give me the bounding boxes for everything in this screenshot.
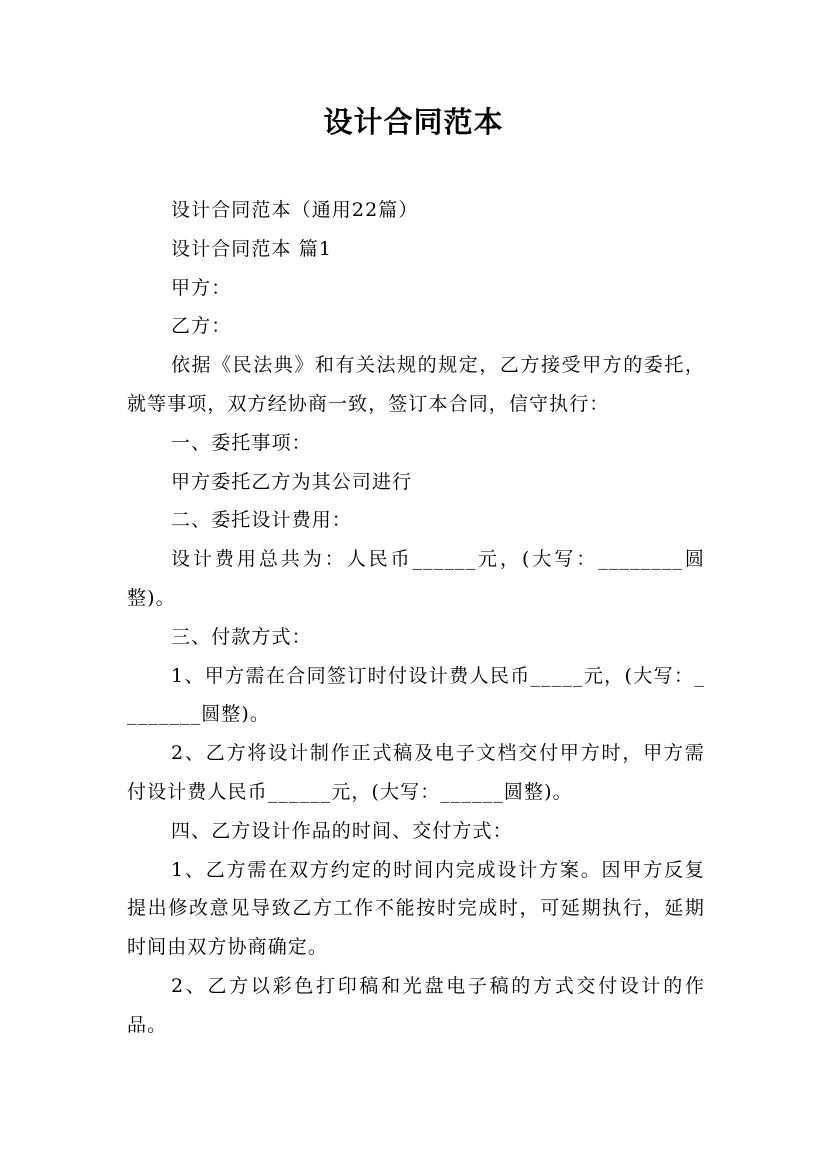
paragraph-clause-4-item-2: 2、乙方以彩色打印稿和光盘电子稿的方式交付设计的作品。: [127, 974, 705, 1036]
paragraph-clause-1-body: 甲方委托乙方为其公司进行: [171, 470, 413, 493]
paragraph-clause-4-heading: 四、乙方设计作品的时间、交付方式：: [171, 819, 513, 842]
paragraph-clause-3-heading: 三、付款方式：: [171, 625, 312, 648]
paragraph-clause-4-item-1: 1、乙方需在双方约定的时间内完成设计方案。因甲方反复提出修改意见导致乙方工作不能按时完成时，可延期执行，延期时间由双方协商确定。: [127, 858, 705, 959]
document-body: [127, 191, 705, 1045]
paragraph-subtitle: 设计合同范本（通用22篇）: [171, 199, 419, 221]
document-title: 设计合同范本: [323, 105, 504, 139]
paragraph-party-b: 乙方：: [171, 315, 232, 338]
paragraph-clause-2-heading: 二、委托设计费用：: [171, 509, 352, 532]
paragraph-party-a: 甲方：: [171, 276, 232, 299]
paragraph-section-heading: 设计合同范本 篇1: [171, 237, 333, 260]
paragraph-clause-2-body: 设计费用总共为：人民币______元，(大写：________圆整)。: [127, 548, 705, 609]
paragraph-preamble: 依据《民法典》和有关法规的规定，乙方接受甲方的委托，就等事项，双方经协商一致，签订本合同，信守执行：: [127, 354, 705, 415]
paragraph-clause-1-heading: 一、委托事项：: [171, 431, 312, 454]
paragraph-clause-3-item-2: 2、乙方将设计制作正式稿及电子文档交付甲方时，甲方需付设计费人民币______元，(大写：______圆整)。: [127, 742, 705, 803]
paragraph-clause-3-item-1: 1、甲方需在合同签订时付设计费人民币_____元，(大写：________圆整)。: [127, 664, 705, 726]
